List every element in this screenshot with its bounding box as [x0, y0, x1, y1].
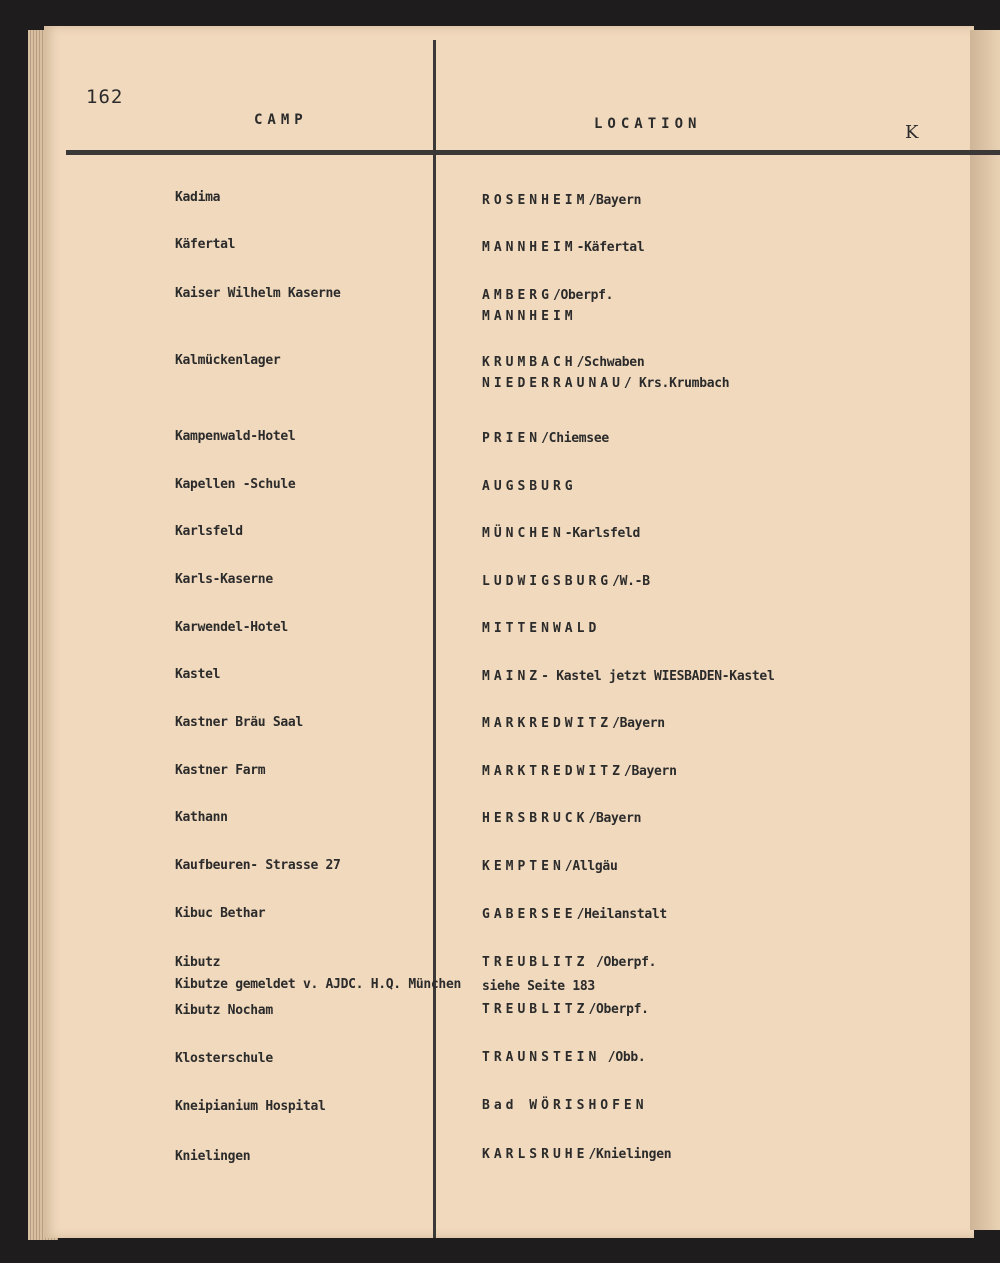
camp-name: Karwendel-Hotel [175, 620, 288, 635]
camp-name: Kneipianium Hospital [175, 1099, 326, 1114]
location-city: KARLSRUHE [482, 1147, 589, 1162]
location-line [482, 373, 729, 394]
location-note: /Chiemsee [541, 431, 609, 446]
location-note: /Bayern [623, 764, 677, 779]
location-note: -Karlsfeld [564, 526, 641, 541]
location-note: /Oberpf. [588, 1002, 649, 1017]
location-city: KRUMBACH [482, 355, 577, 370]
location-line [482, 285, 613, 306]
location-note: /Bayern [588, 811, 642, 826]
location-line [482, 306, 613, 327]
location-city: TREUBLITZ [482, 955, 589, 970]
location-city: MANNHEIM [482, 309, 577, 324]
camp-name: Kathann [175, 810, 228, 825]
location-city: NIEDERRAUNAU [482, 376, 624, 391]
location-note: /Schwaben [576, 355, 645, 370]
header-rule [66, 150, 1000, 155]
camp-name: Kapellen -Schule [175, 477, 296, 492]
location-note: /Bayern [612, 716, 665, 731]
location [482, 713, 665, 734]
location-note: /Knielingen [588, 1147, 672, 1162]
location [482, 285, 613, 327]
location [482, 904, 667, 925]
camp-name: Kadima [175, 190, 221, 205]
camp-name: Kampenwald-Hotel [175, 429, 296, 444]
location [482, 1144, 671, 1165]
location-note: - Kastel jetzt WIESBADEN-Kastel [541, 669, 775, 684]
facing-page-edge [970, 30, 1000, 1230]
camp-name: Kalmückenlager [175, 353, 281, 368]
location [482, 952, 656, 973]
location-city: Bad WÖRISHOFEN [482, 1098, 648, 1113]
camp-name: Kastel [175, 667, 221, 682]
location-city: PRIEN [482, 431, 542, 446]
location-note: /Allgäu [564, 859, 618, 874]
location-city: MARKTREDWITZ [482, 764, 624, 779]
camp-name: Käfertal [175, 237, 236, 252]
location-city: MITTENWALD [482, 621, 601, 636]
column-divider [433, 40, 436, 1238]
camp-name: Kaiser Wilhelm Kaserne [175, 286, 341, 301]
section-letter: K [905, 122, 919, 143]
location [482, 856, 617, 877]
location-note: /W.-B [612, 574, 650, 589]
location [482, 428, 609, 449]
location [482, 190, 641, 211]
location-note: /Heilanstalt [576, 907, 667, 922]
location-city: LUDWIGSBURG [482, 574, 613, 589]
location [482, 618, 600, 639]
location-city: TREUBLITZ [482, 1002, 589, 1017]
location-city: ROSENHEIM [482, 193, 589, 208]
location-city: TRAUNSTEIN [482, 1050, 601, 1065]
camp-name: Kibutze gemeldet v. AJDC. H.Q. München [175, 977, 462, 992]
location-column-header: LOCATION [594, 116, 702, 132]
location-city: MANNHEIM [482, 240, 577, 255]
location [482, 976, 595, 997]
location [482, 1095, 648, 1116]
location [482, 237, 644, 258]
location-city: MÜNCHEN [482, 526, 565, 541]
camp-column-header: CAMP [254, 112, 308, 128]
location-line [482, 352, 729, 373]
camp-name: Knielingen [175, 1149, 251, 1164]
camp-name: Kibutz Nocham [175, 1003, 273, 1018]
location-city: HERSBRUCK [482, 811, 589, 826]
page-number: 162 [86, 86, 124, 108]
location [482, 999, 649, 1020]
location [482, 476, 577, 497]
location-note: siehe Seite 183 [482, 979, 595, 994]
camp-name: Kibutz [175, 955, 221, 970]
location [482, 808, 641, 829]
location-note: /Oberpf. [588, 955, 657, 970]
camp-name: Kastner Bräu Saal [175, 715, 303, 730]
location [482, 761, 677, 782]
location-note: -Käfertal [576, 240, 645, 255]
location-city: AMBERG [482, 288, 553, 303]
location [482, 1047, 645, 1068]
location-note: / Krs.Krumbach [623, 376, 730, 391]
location [482, 352, 729, 394]
location-city: KEMPTEN [482, 859, 565, 874]
location-note: /Bayern [588, 193, 642, 208]
location-city: MARKREDWITZ [482, 716, 613, 731]
camp-name: Kaufbeuren- Strasse 27 [175, 858, 341, 873]
location-note: /Obb. [600, 1050, 646, 1065]
location-note: /Oberpf. [552, 288, 614, 303]
camp-name: Klosterschule [175, 1051, 273, 1066]
location [482, 666, 774, 687]
camp-name: Karls-Kaserne [175, 572, 273, 587]
camp-name: Karlsfeld [175, 524, 243, 539]
camp-name: Kibuc Bethar [175, 906, 266, 921]
location-city: MAINZ [482, 669, 542, 684]
location [482, 571, 650, 592]
location-city: AUGSBURG [482, 479, 577, 494]
camp-name: Kastner Farm [175, 763, 266, 778]
location-city: GABERSEE [482, 907, 577, 922]
location [482, 523, 640, 544]
